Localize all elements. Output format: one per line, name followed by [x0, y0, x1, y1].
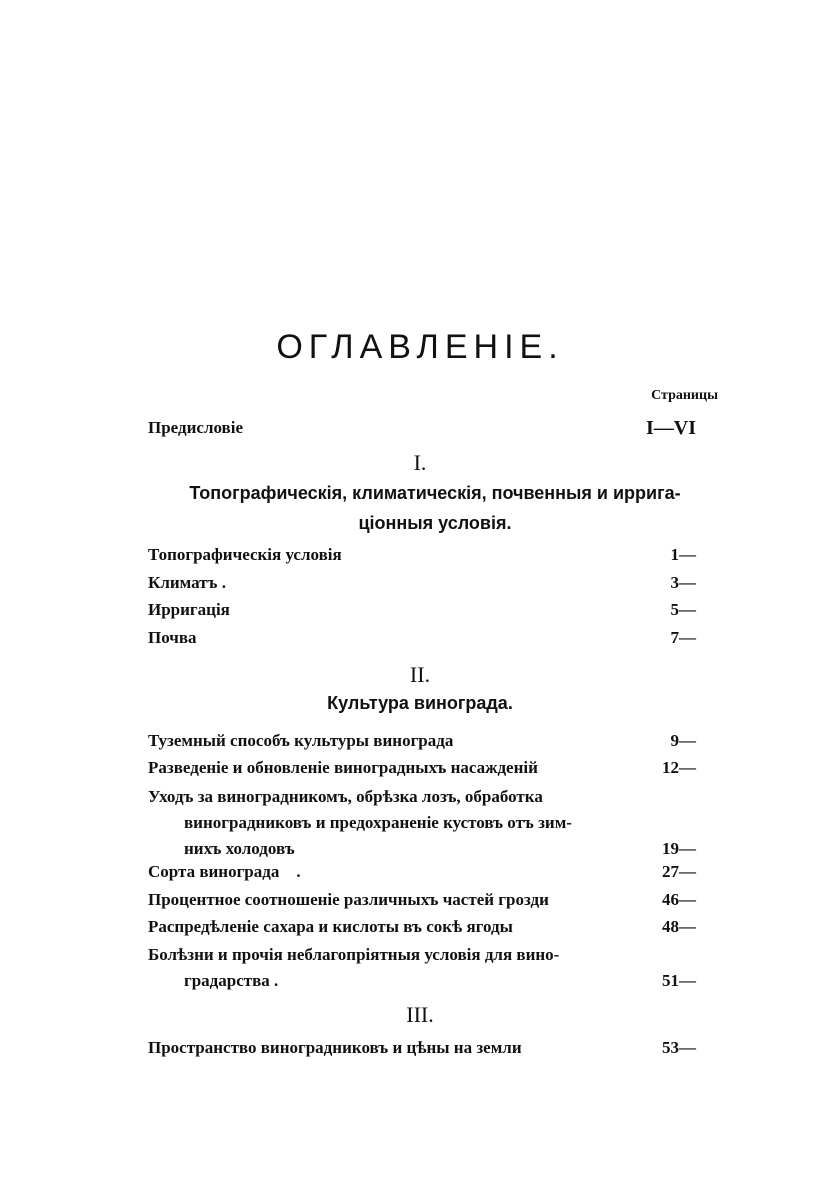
- toc-entry-page: I—VI: [645, 417, 696, 439]
- toc-entry-label: Распредѣленіе сахара и кислоты въ сокѣ ягоды: [148, 917, 513, 936]
- toc-entry: [148, 859, 696, 885]
- toc-entry-label: Пространство виноградниковъ и цѣны на земли: [148, 1038, 522, 1057]
- toc-entry: [148, 942, 696, 994]
- page-title: ОГЛАВЛЕНІЕ.: [276, 328, 564, 366]
- toc-entry-page: 9—: [670, 731, 696, 750]
- toc-entry-preface: [148, 415, 696, 441]
- toc-entry-label: Сорта винограда .: [148, 862, 301, 881]
- toc-entry-page: 46—: [662, 890, 696, 909]
- toc-entry-page: 51—: [662, 971, 696, 990]
- toc-entry-label-line: Уходъ за виноградникомъ, обрѣзка лозъ, обработка: [148, 787, 543, 806]
- toc-entry: [148, 597, 696, 623]
- toc-entry-label: Процентное соотношеніе различныхъ частей грозди: [148, 890, 549, 909]
- toc-entry-page: 1—: [670, 545, 696, 564]
- section-title: Культура винограда.: [327, 693, 513, 713]
- toc-entry-label: Разведеніе и обновленіе виноградныхъ насажденій: [148, 758, 538, 777]
- section-title-line: ціонныя условія.: [358, 513, 512, 533]
- toc-entry: [148, 1035, 696, 1061]
- toc-entry-label-line: нихъ холодовъ: [184, 839, 295, 858]
- toc-entry-label: Туземный способъ культуры винограда: [148, 731, 454, 750]
- toc-entry: [148, 570, 696, 596]
- toc-entry-page: 48—: [662, 917, 696, 936]
- toc-entry: [148, 755, 696, 781]
- toc-entry-page: 53—: [662, 1038, 696, 1057]
- toc-entry: [148, 625, 696, 651]
- toc-entry: [148, 784, 696, 862]
- section-number: I.: [413, 450, 427, 475]
- toc-entry-label: Ирригація: [148, 600, 230, 619]
- section-title-line: Топографическія, климатическія, почвенныя и ирригa-: [189, 483, 681, 503]
- section-title: [150, 478, 720, 538]
- toc-entry-page: 7—: [670, 628, 696, 647]
- toc-entry-label: [148, 942, 559, 994]
- section-number: III.: [406, 1002, 434, 1027]
- toc-entry-label: Климатъ .: [148, 573, 226, 592]
- toc-entry: [148, 542, 696, 568]
- toc-entry-label-line: виноградниковъ и предохраненіе кустовъ отъ зим-: [184, 813, 572, 832]
- toc-entry-label-line: градарства .: [184, 971, 279, 990]
- toc-entry-label: Топографическія условія: [148, 545, 342, 564]
- toc-entry: [148, 728, 696, 754]
- section-number: II.: [409, 662, 431, 687]
- toc-entry-label-line: Болѣзни и прочія неблагопріятныя условія для вино-: [148, 945, 560, 964]
- toc-entry-label: Предисловіе: [148, 418, 244, 437]
- pages-column-header: Страницы: [651, 388, 718, 403]
- toc-entry-page: 19—: [662, 839, 696, 858]
- toc-entry: [148, 914, 696, 940]
- toc-entry-label: [148, 784, 572, 862]
- toc-entry-page: 5—: [670, 600, 696, 619]
- toc-entry: [148, 887, 696, 913]
- toc-entry-page: 12—: [662, 758, 696, 777]
- toc-entry-label: Почва: [148, 628, 197, 647]
- toc-entry-page: 27—: [662, 862, 696, 881]
- toc-entry-page: 3—: [670, 573, 696, 592]
